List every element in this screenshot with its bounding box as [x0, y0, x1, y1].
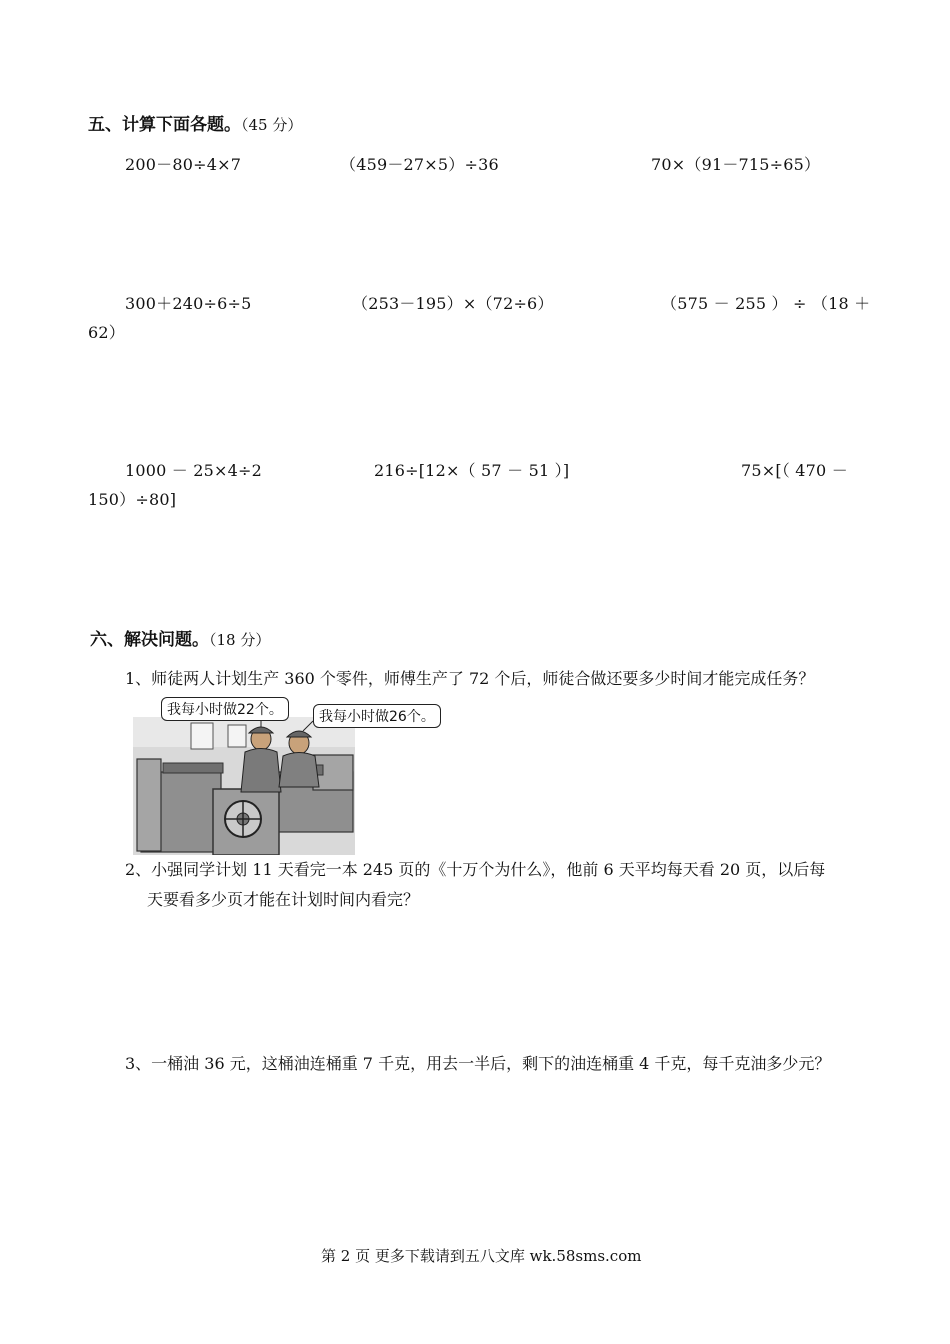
expression-6-wrap: 62）	[88, 323, 125, 342]
expression-5: （253－195）×（72÷6）	[352, 294, 554, 313]
speech-bubble-right: 我每小时做26个。	[313, 704, 441, 728]
expression-1: 200－80÷4×7	[125, 155, 242, 174]
expression-2: （459－27×5）÷36	[340, 155, 499, 174]
workers-illustration	[133, 697, 435, 855]
section-5-title: 五、计算下面各题。	[88, 115, 241, 135]
question-3: 3、一桶油 36 元，这桶油连桶重 7 千克，用去一半后，剩下的油连桶重 4 千克，每千克油多少元？	[125, 1054, 831, 1073]
section-6-points: （18 分）	[209, 631, 271, 649]
section-5-heading	[88, 110, 302, 135]
expression-9-wrap: 150）÷80]	[88, 490, 177, 509]
section-6-heading	[90, 625, 270, 650]
page-footer: 第 2 页 更多下载请到五八文库 wk.58sms.com	[321, 1247, 642, 1265]
question-2-line-1: 2、小强同学计划 11 天看完一本 245 页的《十万个为什么》，他前 6 天平均每天看 20 页，以后每	[125, 860, 826, 879]
speech-bubble-left: 我每小时做22个。	[161, 697, 289, 721]
expression-9: 75×[（ 470 －	[741, 461, 848, 480]
expression-4: 300＋240÷6÷5	[125, 294, 252, 313]
question-1: 1、师徒两人计划生产 360 个零件，师傅生产了 72 个后，师徒合做还要多少时间才能完成任务？	[125, 669, 815, 688]
question-2-line-2: 天要看多少页才能在计划时间内看完？	[147, 890, 420, 909]
expression-6: （575 － 255 ） ÷ （18 ＋	[661, 294, 871, 313]
section-5-points: （45 分）	[241, 116, 303, 134]
section-6-title: 六、解决问题。	[90, 630, 209, 650]
expression-8: 216÷[12×（ 57 － 51 ）]	[374, 461, 570, 480]
expression-7: 1000 － 25×4÷2	[125, 461, 263, 480]
expression-3: 70×（91－715÷65）	[651, 155, 821, 174]
